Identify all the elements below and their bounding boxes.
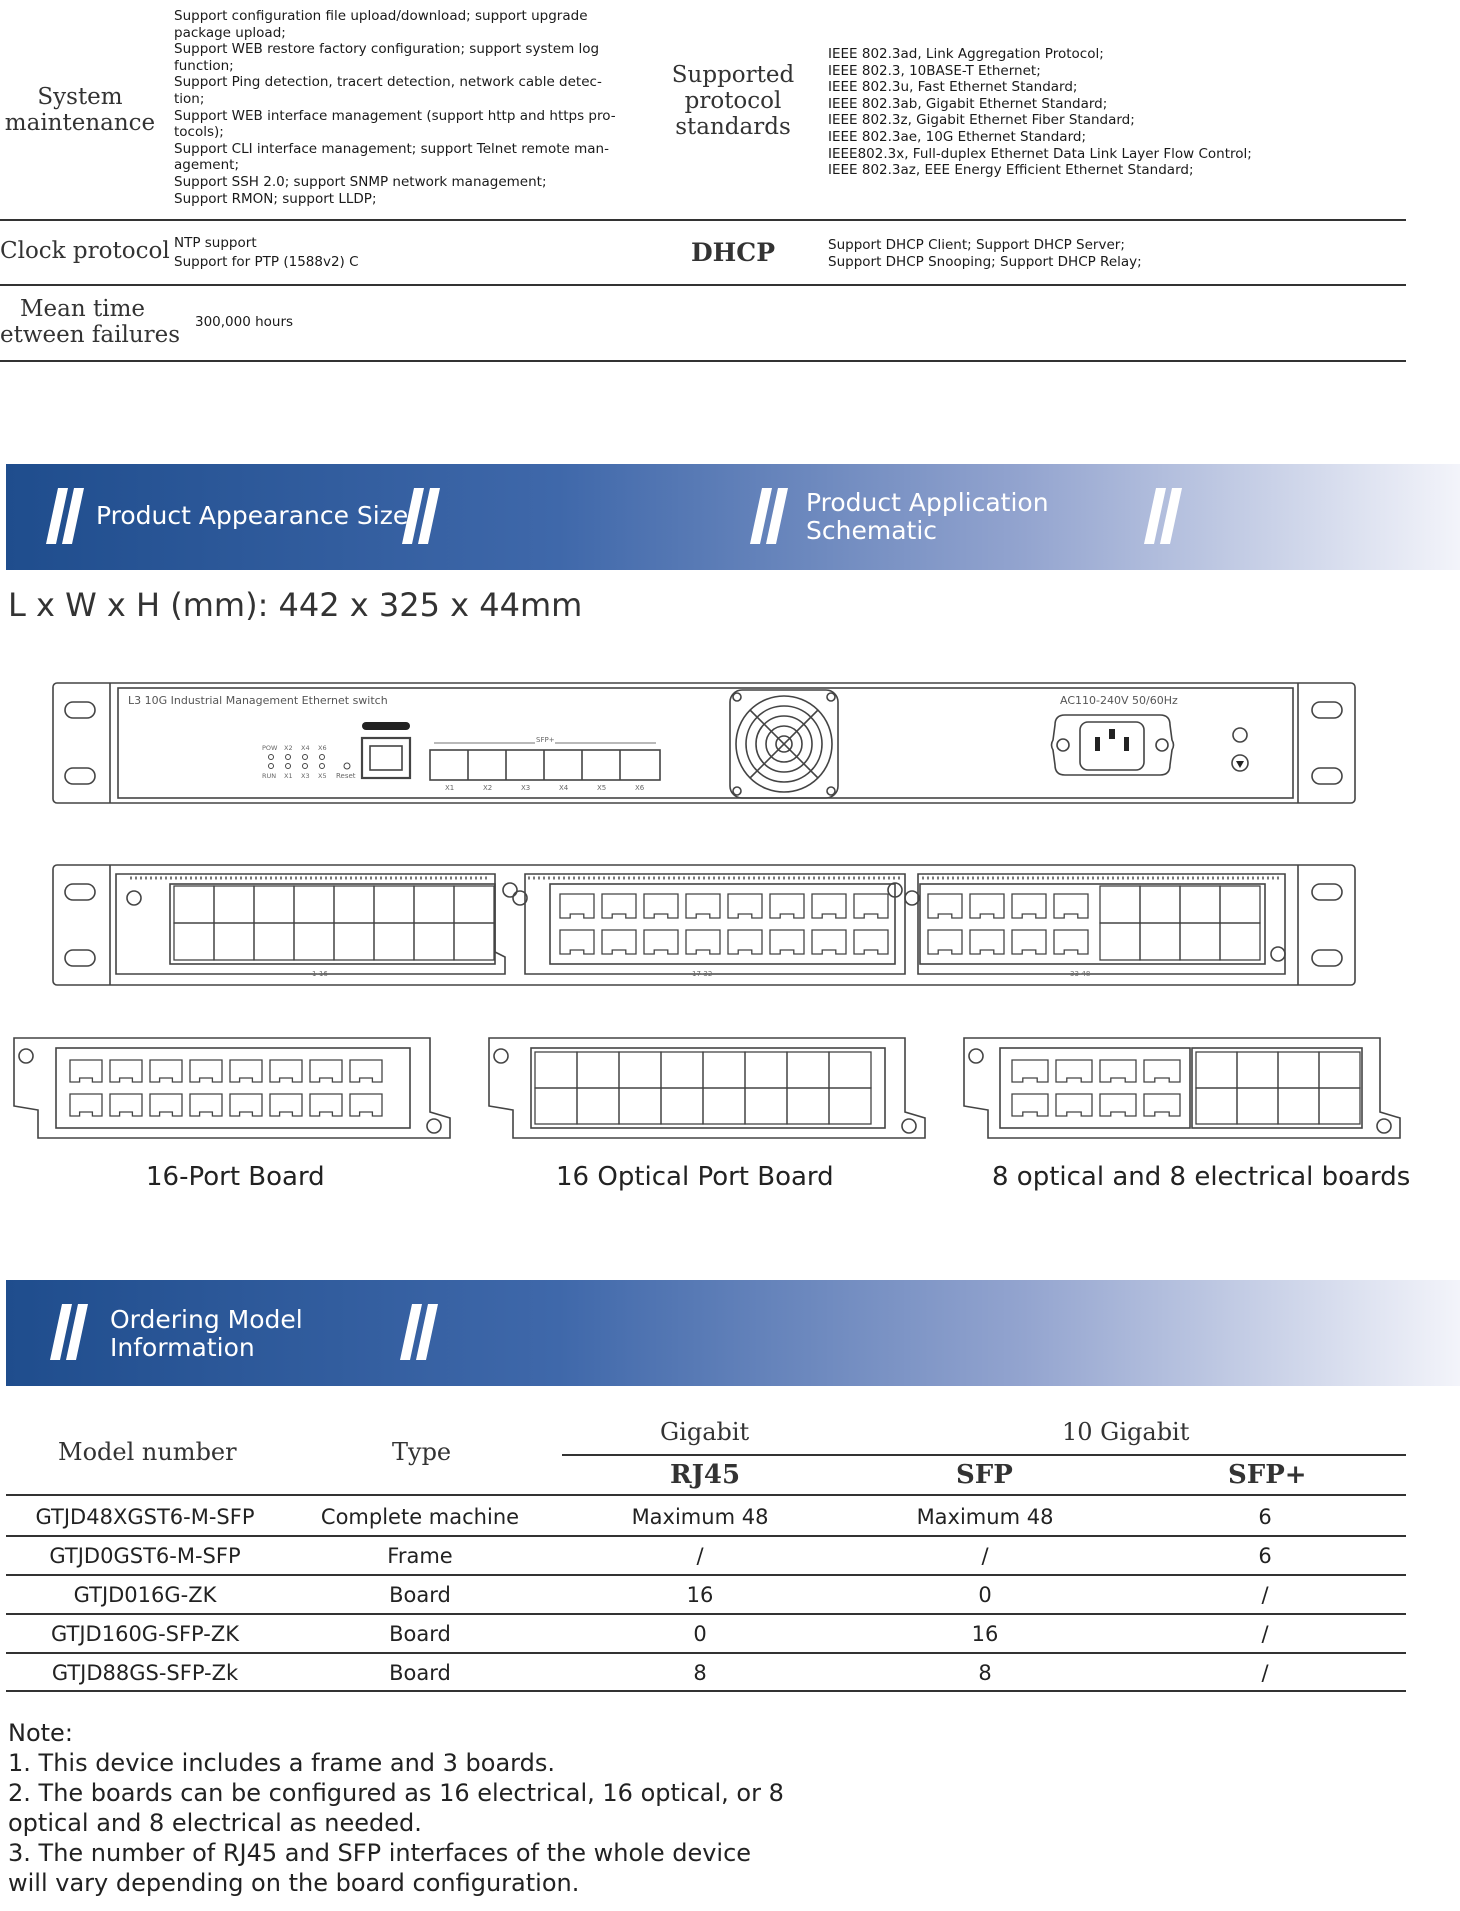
rj45-port	[150, 1060, 182, 1082]
board-8-optical-8-electrical-diagram	[960, 1030, 1402, 1142]
header-sfp: SFP	[956, 1460, 1013, 1490]
rj45-port	[686, 894, 720, 918]
cell-sfp: 16	[971, 1622, 999, 1646]
front-panel-model-text: L3 10G Industrial Management Ethernet switch	[128, 694, 388, 707]
cell-type: Board	[389, 1583, 451, 1607]
banner-title-ordering: Ordering Model Information	[110, 1305, 303, 1362]
sfp-port	[1100, 923, 1140, 960]
rj45-port	[770, 894, 804, 918]
rj45-port	[1144, 1060, 1180, 1082]
spec-label-dhcp: DHCP	[691, 238, 775, 267]
sfp-port	[1319, 1088, 1360, 1124]
rear-board-label-2: 17-32	[692, 970, 713, 978]
ordering-row-line	[6, 1535, 1406, 1537]
header-sfp-plus: SFP+	[1228, 1460, 1307, 1490]
rj45-port	[812, 894, 846, 918]
rj45-port	[1056, 1060, 1092, 1082]
cell-sfp: /	[981, 1544, 989, 1568]
board-caption-8-8: 8 optical and 8 electrical boards	[992, 1162, 1411, 1192]
sfp-port	[294, 923, 334, 960]
header-model-number: Model number	[58, 1438, 237, 1466]
spec-label-clock-protocol: Clock protocol	[0, 238, 170, 264]
rj45-port	[190, 1094, 222, 1116]
sfp-port	[1237, 1088, 1278, 1124]
front-panel-reset-label: Reset	[336, 772, 356, 780]
spec-label-system-maintenance: System maintenance	[4, 84, 156, 136]
rj45-port	[1012, 1094, 1048, 1116]
spec-divider-1	[0, 219, 1406, 221]
board-16-optical-diagram	[485, 1030, 927, 1142]
ordering-row-line	[6, 1613, 1406, 1615]
spec-value-system-maintenance: Support configuration file upload/download; support upgrade package upload; Support WEB restore factory configuration; support system log function; Support Ping detection, tracert detection, network cable detec- tion; Support WEB interface management (support http and https pro- tocols); Support CLI interface management; support Telnet remote man- agement; Support SSH 2.0; support SNMP network management; Support RMON; support LLDP;	[174, 8, 616, 207]
rj45-port	[1100, 1094, 1136, 1116]
header-gigabit: Gigabit	[660, 1418, 750, 1446]
rj45-port	[560, 894, 594, 918]
sfp-port	[535, 1088, 577, 1124]
header-type: Type	[392, 1438, 452, 1466]
cell-rj45: 16	[686, 1583, 714, 1607]
rj45-port	[1012, 930, 1046, 954]
rj45-port	[1012, 894, 1046, 918]
sfp-port	[1196, 1088, 1237, 1124]
spec-divider-3	[0, 360, 1406, 362]
rj45-port	[350, 1094, 382, 1116]
double-slash-icon	[1144, 488, 1184, 544]
note-line: will vary depending on the board configuration.	[8, 1869, 580, 1897]
cell-sfp: Maximum 48	[916, 1505, 1054, 1529]
double-slash-icon	[750, 488, 790, 544]
cell-sfp-plus: /	[1261, 1661, 1269, 1685]
spec-value-clock-protocol: NTP support Support for PTP (1588v2) C	[174, 235, 359, 270]
front-panel-sfp-label: SFP+	[536, 736, 555, 744]
cell-sfp: 0	[978, 1583, 992, 1607]
double-slash-icon	[50, 1304, 90, 1360]
rj45-port	[602, 894, 636, 918]
sfp-port	[454, 886, 494, 923]
sfp-port	[745, 1052, 787, 1088]
sfp-port	[1100, 886, 1140, 923]
sfp-port	[414, 923, 454, 960]
header-rj45: RJ45	[670, 1460, 741, 1490]
cell-type: Frame	[387, 1544, 453, 1568]
rj45-port	[110, 1060, 142, 1082]
sfp-port	[1140, 923, 1180, 960]
sfp-port	[829, 1052, 871, 1088]
sfp-port	[619, 1088, 661, 1124]
sfp-port	[661, 1052, 703, 1088]
sfp-port	[214, 886, 254, 923]
spec-value-dhcp: Support DHCP Client; Support DHCP Server; Support DHCP Snooping; Support DHCP Relay;	[828, 237, 1142, 270]
rj45-port	[1054, 894, 1088, 918]
front-panel-sfp-port-labels: X1 X2 X3 X4 X5 X6	[445, 784, 645, 792]
rj45-port	[854, 930, 888, 954]
sfp-port	[1180, 886, 1220, 923]
rj45-port	[644, 930, 678, 954]
front-panel-power-text: AC110-240V 50/60Hz	[1060, 694, 1178, 707]
sfp-port	[703, 1052, 745, 1088]
rj45-port	[270, 1094, 302, 1116]
rj45-port	[1056, 1094, 1092, 1116]
cell-sfp: 8	[978, 1661, 992, 1685]
sfp-port	[374, 923, 414, 960]
rj45-port	[970, 894, 1004, 918]
rj45-port	[644, 894, 678, 918]
cell-type: Complete machine	[320, 1505, 520, 1529]
note-line: 3. The number of RJ45 and SFP interfaces of the whole device	[8, 1839, 752, 1867]
spec-label-mtbf: Mean time etween failures	[0, 296, 181, 348]
sfp-port	[1220, 923, 1260, 960]
note-line: 1. This device includes a frame and 3 boards.	[8, 1749, 555, 1777]
sfp-port	[1140, 886, 1180, 923]
rj45-port	[70, 1060, 102, 1082]
cell-type: Board	[389, 1622, 451, 1646]
sfp-port	[619, 1052, 661, 1088]
rj45-port	[970, 930, 1004, 954]
ordering-row-line	[6, 1690, 1406, 1692]
cell-sfp-plus: 6	[1258, 1544, 1272, 1568]
note-line: optical and 8 electrical as needed.	[8, 1809, 422, 1837]
sfp-port	[374, 886, 414, 923]
sfp-port	[1237, 1052, 1278, 1088]
rj45-port	[110, 1094, 142, 1116]
sfp-port	[829, 1088, 871, 1124]
sfp-port	[745, 1088, 787, 1124]
rj45-port	[230, 1094, 262, 1116]
header-10-gigabit: 10 Gigabit	[1062, 1418, 1190, 1446]
note-line: 2. The boards can be configured as 16 electrical, 16 optical, or 8	[8, 1779, 784, 1807]
sfp-port	[703, 1088, 745, 1124]
cell-model: GTJD48XGST6-M-SFP	[35, 1505, 255, 1529]
spec-divider-2	[0, 284, 1406, 286]
rj45-port	[150, 1094, 182, 1116]
cell-rj45: Maximum 48	[631, 1505, 769, 1529]
board-caption-16-optical: 16 Optical Port Board	[556, 1162, 834, 1192]
rj45-port	[350, 1060, 382, 1082]
rj45-port	[728, 930, 762, 954]
rj45-port	[190, 1060, 222, 1082]
rj45-port	[70, 1094, 102, 1116]
rj45-port	[1100, 1060, 1136, 1082]
sfp-port	[334, 886, 374, 923]
rj45-port	[1144, 1094, 1180, 1116]
cell-type: Board	[389, 1661, 451, 1685]
sfp-port	[1278, 1088, 1319, 1124]
sfp-port	[535, 1052, 577, 1088]
notes-title: Note:	[8, 1719, 73, 1747]
spec-label-protocol-standards: Supported protocol standards	[671, 62, 795, 140]
rear-board-label-3: 33-48	[1070, 970, 1091, 978]
banner-title-application: Product Application Schematic	[806, 488, 1049, 545]
sfp-port	[1278, 1052, 1319, 1088]
rj45-port	[1054, 930, 1088, 954]
rj45-port	[560, 930, 594, 954]
cell-model: GTJD160G-SFP-ZK	[51, 1622, 239, 1646]
sfp-port	[787, 1052, 829, 1088]
ordering-header-split-line	[562, 1454, 1406, 1456]
cell-rj45: 0	[693, 1622, 707, 1646]
double-slash-icon	[400, 1304, 440, 1360]
cell-sfp-plus: /	[1261, 1622, 1269, 1646]
rj45-port	[1012, 1060, 1048, 1082]
banner-title-appearance: Product Appearance Size	[96, 501, 409, 530]
cell-model: GTJD016G-ZK	[73, 1583, 217, 1607]
dimensions-text: L x W x H (mm): 442 x 325 x 44mm	[8, 586, 583, 624]
rj45-port	[686, 930, 720, 954]
rj45-port	[270, 1060, 302, 1082]
board-caption-16-port: 16-Port Board	[146, 1162, 325, 1192]
sfp-port	[577, 1088, 619, 1124]
sfp-port	[577, 1052, 619, 1088]
rj45-port	[928, 930, 962, 954]
section-banner-ordering	[6, 1280, 1460, 1386]
sfp-port	[1319, 1052, 1360, 1088]
ordering-row-line	[6, 1652, 1406, 1654]
sfp-port	[214, 923, 254, 960]
rj45-port	[310, 1094, 342, 1116]
rj45-port	[602, 930, 636, 954]
ordering-row-line	[6, 1574, 1406, 1576]
section-banner-appearance	[6, 464, 1460, 570]
rj45-port	[854, 894, 888, 918]
sfp-port	[454, 923, 494, 960]
rj45-port	[812, 930, 846, 954]
sfp-port	[174, 923, 214, 960]
sfp-port	[254, 923, 294, 960]
cell-sfp-plus: 6	[1258, 1505, 1272, 1529]
ordering-header-line	[6, 1494, 1406, 1496]
sfp-port	[414, 886, 454, 923]
sfp-port	[174, 886, 214, 923]
rj45-port	[928, 894, 962, 918]
rj45-port	[770, 930, 804, 954]
spec-value-mtbf: 300,000 hours	[195, 314, 294, 330]
sfp-port	[787, 1088, 829, 1124]
double-slash-icon	[46, 488, 86, 544]
sfp-port	[1180, 923, 1220, 960]
sfp-port	[254, 886, 294, 923]
sfp-port	[334, 923, 374, 960]
cell-model: GTJD0GST6-M-SFP	[49, 1544, 241, 1568]
cell-rj45: /	[696, 1544, 704, 1568]
spec-value-protocol-standards: IEEE 802.3ad, Link Aggregation Protocol; IEEE 802.3, 10BASE-T Ethernet; IEEE 802.3u, Fast Ethernet Standard; IEEE 802.3ab, Gigabit Ethernet Standard; IEEE 802.3z, Gigabit Ethernet Fiber Standard; IEEE 802.3ae, 10G Ethernet Standard; IEEE802.3x, Full-duplex Ethernet Data Link Layer Flow Control; IEEE 802.3az, EEE Energy Efficient Ethernet Standard;	[828, 46, 1252, 179]
sfp-port	[1220, 886, 1260, 923]
rj45-port	[230, 1060, 262, 1082]
sfp-port	[661, 1088, 703, 1124]
board-16-port-diagram	[10, 1030, 452, 1142]
cell-rj45: 8	[693, 1661, 707, 1685]
cell-sfp-plus: /	[1261, 1583, 1269, 1607]
rj45-port	[728, 894, 762, 918]
cell-model: GTJD88GS-SFP-Zk	[51, 1661, 239, 1685]
rj45-port	[310, 1060, 342, 1082]
sfp-port	[1196, 1052, 1237, 1088]
double-slash-icon	[402, 488, 442, 544]
rear-board-label-1: 1-16	[312, 970, 328, 978]
sfp-port	[294, 886, 334, 923]
